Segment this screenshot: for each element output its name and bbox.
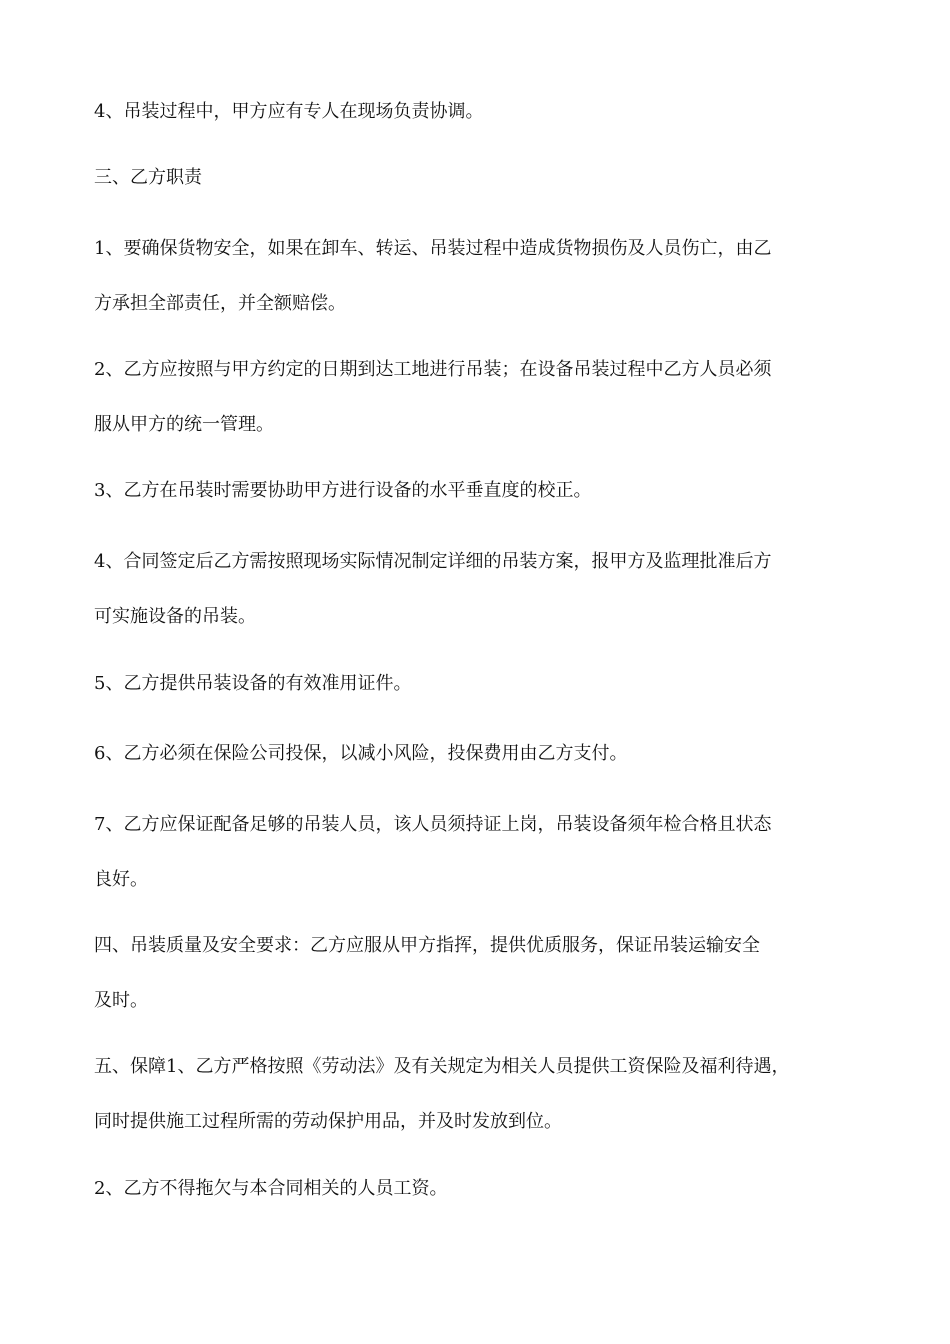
paragraph-line: 方承担全部责任，并全额赔偿。 — [94, 293, 346, 314]
paragraph-line: 四、吊装质量及安全要求：乙方应服从甲方指挥，提供优质服务，保证吊装运输安全 — [94, 935, 760, 956]
section-heading-party-b-duties — [94, 150, 864, 205]
paragraph-line: 服从甲方的统一管理。 — [94, 414, 274, 435]
paragraph-lifting-coordination — [94, 84, 864, 139]
paragraph-equipment-certificates — [94, 656, 864, 711]
paragraph-line: 2、乙方应按照与甲方约定的日期到达工地进行吊装；在设备吊装过程中乙方人员必须 — [94, 359, 772, 380]
paragraph-line: 1、要确保货物安全，如果在卸车、转运、吊装过程中造成货物损伤及人员伤亡，由乙 — [94, 238, 772, 259]
paragraph-line: 及时。 — [94, 990, 148, 1011]
paragraph-lifting-plan — [94, 534, 864, 644]
paragraph-insurance — [94, 726, 864, 781]
section-heading: 三、乙方职责 — [94, 167, 202, 188]
paragraph-line: 5、乙方提供吊装设备的有效准用证件。 — [94, 673, 412, 694]
paragraph-quality-safety — [94, 918, 864, 1028]
paragraph-line: 6、乙方必须在保险公司投保，以减小风险，投保费用由乙方支付。 — [94, 743, 628, 764]
paragraph-line: 4、吊装过程中，甲方应有专人在现场负责协调。 — [94, 101, 484, 122]
paragraph-line: 7、乙方应保证配备足够的吊装人员，该人员须持证上岗，吊装设备须年检合格且状态 — [94, 814, 772, 835]
paragraph-leveling-correction — [94, 463, 864, 518]
paragraph-line: 良好。 — [94, 869, 148, 890]
paragraph-line: 同时提供施工过程所需的劳动保护用品，并及时发放到位。 — [94, 1111, 562, 1132]
paragraph-personnel — [94, 797, 864, 907]
paragraph-cargo-safety — [94, 221, 864, 331]
paragraph-schedule-management — [94, 342, 864, 452]
paragraph-labor-protection — [94, 1039, 864, 1149]
paragraph-line: 3、乙方在吊装时需要协助甲方进行设备的水平垂直度的校正。 — [94, 480, 592, 501]
paragraph-wages — [94, 1161, 864, 1216]
paragraph-line: 4、合同签定后乙方需按照现场实际情况制定详细的吊装方案，报甲方及监理批准后方 — [94, 551, 772, 572]
paragraph-line: 可实施设备的吊装。 — [94, 606, 256, 627]
paragraph-line: 五、保障1、乙方严格按照《劳动法》及有关规定为相关人员提供工资保险及福利待遇， — [94, 1056, 790, 1077]
paragraph-line: 2、乙方不得拖欠与本合同相关的人员工资。 — [94, 1178, 448, 1199]
